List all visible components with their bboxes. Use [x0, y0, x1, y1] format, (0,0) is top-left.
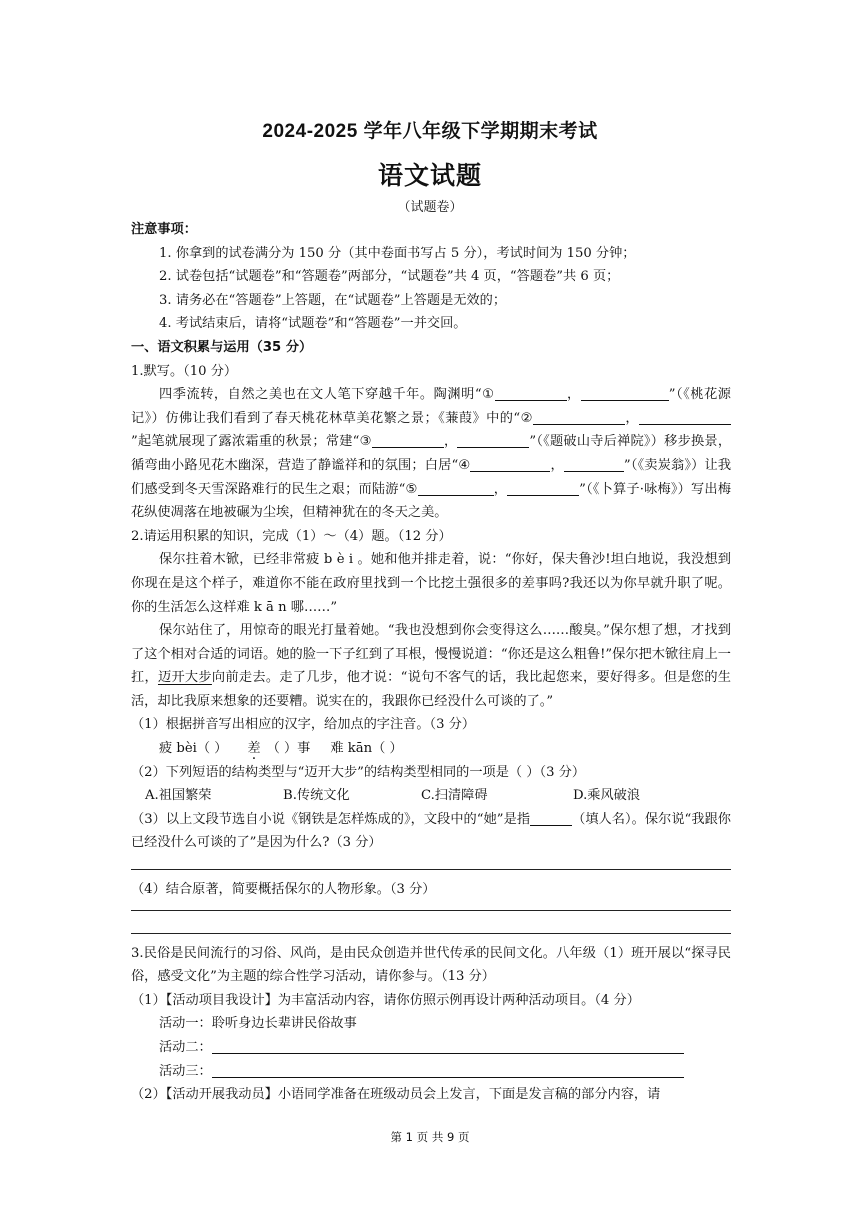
option-a[interactable]: A.祖国繁荣 [145, 788, 212, 804]
sub-question-1: （1）【活动项目我设计】为丰富活动内容，请你仿照示例再设计两种活动项目。（4 分） [131, 992, 640, 1008]
sub-question-2: （2）【活动开展我动员】小语同学准备在班级动员会上发言，下面是发言稿的部分内容，请 [131, 1087, 661, 1103]
notice-heading: 注意事项： [131, 222, 197, 237]
options-row [131, 784, 731, 808]
pinyin-items: 疲 bèi（ ） 差 （ ）事 难 kān（ ） [131, 737, 731, 761]
answer-blank[interactable] [418, 479, 494, 496]
sub-question-3: （3）以上文段节选自小说《钢铁是怎样炼成的》，文段中的“她”是指 （填人名）。保尔说“我跟你已经没什么可谈的了”是因为什么?（3 分） [131, 808, 731, 855]
answer-blank[interactable] [507, 479, 579, 496]
activity-1: 活动一：聆听身边长辈讲民俗故事 [159, 1016, 357, 1032]
answer-blank[interactable] [457, 431, 529, 448]
underlined-phrase: 迈开大步 [157, 670, 212, 686]
answer-line[interactable] [131, 869, 731, 870]
subject-title: 语文试题 [377, 161, 482, 190]
volume-label: （试题卷） [397, 200, 463, 215]
answer-blank[interactable] [470, 455, 550, 472]
option-c[interactable]: C.扫清障碍 [421, 788, 488, 804]
passage-paragraph: 保尔拄着木锨，已经非常疲 b è i 。她和他并排走着，说：“你好，保夫鲁沙!坦白地说，我没想到你现在是这个样子，难道你不能在政府里找到一个比挖土强很多的差事吗?我还以为你早就升职了呢。你的生活怎么这样难 k ā n 哪……” [131, 552, 731, 615]
sub-question-2: （2）下列短语的结构类型与“迈开大步”的结构类型相同的一项是（ ）（3 分） [131, 764, 586, 780]
answer-blank[interactable] [639, 408, 731, 425]
answer-line[interactable] [131, 933, 731, 934]
answer-line[interactable] [131, 910, 731, 911]
page-footer: 第 1 页 共 9 页 [390, 1130, 470, 1144]
question-3-title: 3.民俗是民间流行的习俗、风尚，是由民众创造并世代传承的民间文化。八年级（1）班开展以“探寻民俗，感受文化”为主题的综合性学习活动，请你参与。（13 分） [131, 945, 731, 985]
sub-question-1: （1）根据拼音写出相应的汉字，给加点的字注音。（3 分） [131, 717, 476, 733]
notice-item: 3. 请务必在“答题卷”上答题，在“试题卷”上答题是无效的； [159, 292, 507, 308]
notice-item: 2. 试卷包括“试题卷”和“答题卷”两部分，“试题卷”共 4 页，“答题卷”共 6 页； [159, 269, 620, 285]
option-b[interactable]: B.传统文化 [283, 788, 350, 804]
passage-paragraph: 保尔站住了，用惊奇的眼光打量着她。“我也没想到你会变得这么……酸臭。”保尔想了想，才找到了这个相对合适的词语。她的脸一下子红到了耳根，慢慢说道：“你还是这么粗鲁!”保尔把木锨往肩上一扛，迈开大步向前走去。走了几步，他才说：“说句不客气的话，我比起您来，要好得多。但是您的生活，却比我原来想象的还要糟。说实在的，我跟你已经没什么可谈的了。” [131, 623, 731, 709]
answer-blank[interactable] [372, 431, 444, 448]
question-1-text: 四季流转，自然之美也在文人笔下穿越千年。陶渊明“① ， ”（《桃花源记》）仿佛让我们看到了春天桃花林草美花繁之景；《蒹葭》中的“② ，”起笔就展现了露浓霜重的秋景；常建“③ ， ”（《题破山寺后禅院》）移步换景，循弯曲小路见花木幽深，营造了静谧祥和的氛围；白居“④ ， ”（《卖炭翁》）让我们感受到冬天雪深路难行的民生之艰；而陆游“⑤ ， ”（《卜算子·咏梅》）写出梅花纵使凋落在地被碾为尘埃，但精神犹在的冬天之美。 [131, 383, 731, 525]
activity-3: 活动三： [131, 1060, 731, 1084]
answer-blank[interactable] [564, 455, 624, 472]
answer-blank[interactable] [212, 1062, 684, 1078]
answer-blank[interactable] [212, 1038, 684, 1054]
answer-blank[interactable] [581, 384, 669, 401]
notice-item: 1. 你拿到的试卷满分为 150 分（其中卷面书写占 5 分），考试时间为 150 分钟； [159, 245, 636, 261]
activity-2: 活动二： [131, 1036, 731, 1060]
notice-item: 4. 考试结束后，请将“试题卷”和“答题卷”一并交回。 [159, 316, 467, 332]
answer-blank[interactable] [495, 384, 567, 401]
exam-content [131, 218, 731, 1107]
dotted-char: 差 [247, 741, 261, 757]
answer-blank[interactable] [530, 809, 572, 826]
question-1-title: 1.默写。（10 分） [131, 363, 238, 379]
exam-title: 2024-2025 学年八年级下学期期末考试 [262, 121, 598, 142]
answer-blank[interactable] [533, 408, 625, 425]
question-2-title: 2.请运用积累的知识，完成（1）～（4）题。（12 分） [131, 528, 452, 544]
section-heading: 一、语文积累与运用（35 分） [131, 339, 313, 355]
sub-question-4: （4）结合原著，简要概括保尔的人物形象。（3 分） [131, 882, 436, 898]
option-d[interactable]: D.乘风破浪 [573, 788, 641, 804]
